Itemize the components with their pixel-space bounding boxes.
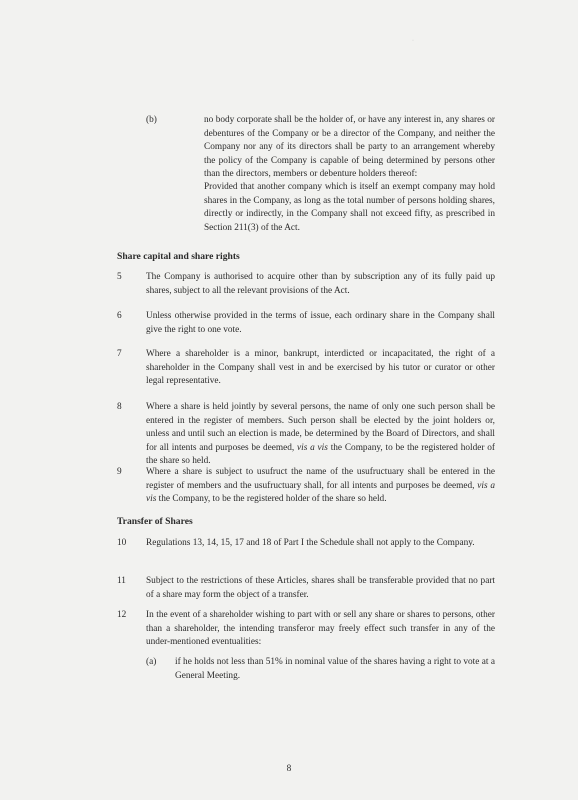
- article-text: The Company is authorised to acquire other than by subscription any of its fully paid up shares, subject to all the relevant provisions of the Act.: [146, 272, 495, 296]
- page-number: 8: [286, 764, 292, 774]
- article-number: 7: [117, 349, 122, 359]
- article-number: 12: [117, 610, 127, 620]
- clause-b-label: (b): [146, 115, 157, 125]
- article-number: 8: [117, 402, 122, 412]
- article-text: [146, 466, 495, 507]
- article-number: 6: [117, 311, 122, 321]
- clause-b-text: no body corporate shall be the holder of, or have any interest in, any shares or debentures of the Company or be a director of the Company, and neither the Company nor any of its directors shall be party to an arrangement whereby the policy of the Company is capable of being determined by persons other than the directors, members or debenture holders thereof:: [204, 115, 495, 180]
- article-number: 11: [117, 576, 126, 586]
- article-text: Subject to the restrictions of these Articles, shares shall be transferable provided that no part of a share may form the object of a transfer.: [146, 576, 495, 600]
- article-text-italic: vis a vis: [146, 480, 496, 505]
- article-number: 10: [117, 538, 127, 548]
- article-number: 9: [117, 467, 122, 477]
- article-text: Unless otherwise provided in the terms of issue, each ordinary share in the Company shall give the right to one vote.: [146, 311, 495, 335]
- clause-b-proviso: Provided that another company which is itself an exempt company may hold shares in the Company, as long as the total number of persons holding shares, directly or indirectly, in the Company shall not exceed fifty, as prescribed in Section 211(3) of the Act.: [204, 182, 495, 233]
- article-text-end: the Company, to be the registered holder of the share so held.: [146, 442, 495, 467]
- article-text-start: Where a share is subject to usufruct the name of the usufructuary shall be entered in the register of members and the usufructuary shall, for all intents and purposes be deemed,: [146, 467, 495, 491]
- scan-speck: ·: [412, 38, 414, 44]
- article-text: Regulations 13, 14, 15, 17 and 18 of Part I the Schedule shall not apply to the Company.: [146, 538, 475, 548]
- article-text: [146, 401, 495, 469]
- sub-clause-a-text: if he holds not less than 51% in nominal value of the shares having a right to vote at a General Meeting.: [175, 657, 495, 681]
- article-text: Where a shareholder is a minor, bankrupt, interdicted or incapacitated, the right of a shareholder in the Company shall vest in and be exercised by his tutor or curator or other legal representative.: [146, 349, 495, 387]
- article-number: 5: [117, 272, 122, 282]
- section-heading-transfer: Transfer of Shares: [117, 516, 193, 527]
- section-heading-share-capital: Share capital and share rights: [117, 251, 240, 262]
- article-text: In the event of a shareholder wishing to part with or sell any share or shares to persons, other than a shareholder, the intending transferor may freely effect such transfer in any of the under-mentioned eventualities:: [146, 610, 495, 648]
- article-text-end: the Company, to be the registered holder of the share so held.: [158, 494, 387, 505]
- sub-clause-a-label: (a): [146, 657, 157, 667]
- article-text-start: Where a share is held jointly by several persons, the name of only one such person shall be entered in the register of members. Such person shall be elected by the joint holders or, unless and until such an election is made, be determined by the Board of Directors, and shall for all intents and purposes be deemed,: [146, 402, 495, 453]
- article-text-italic: vis a vis: [296, 442, 328, 453]
